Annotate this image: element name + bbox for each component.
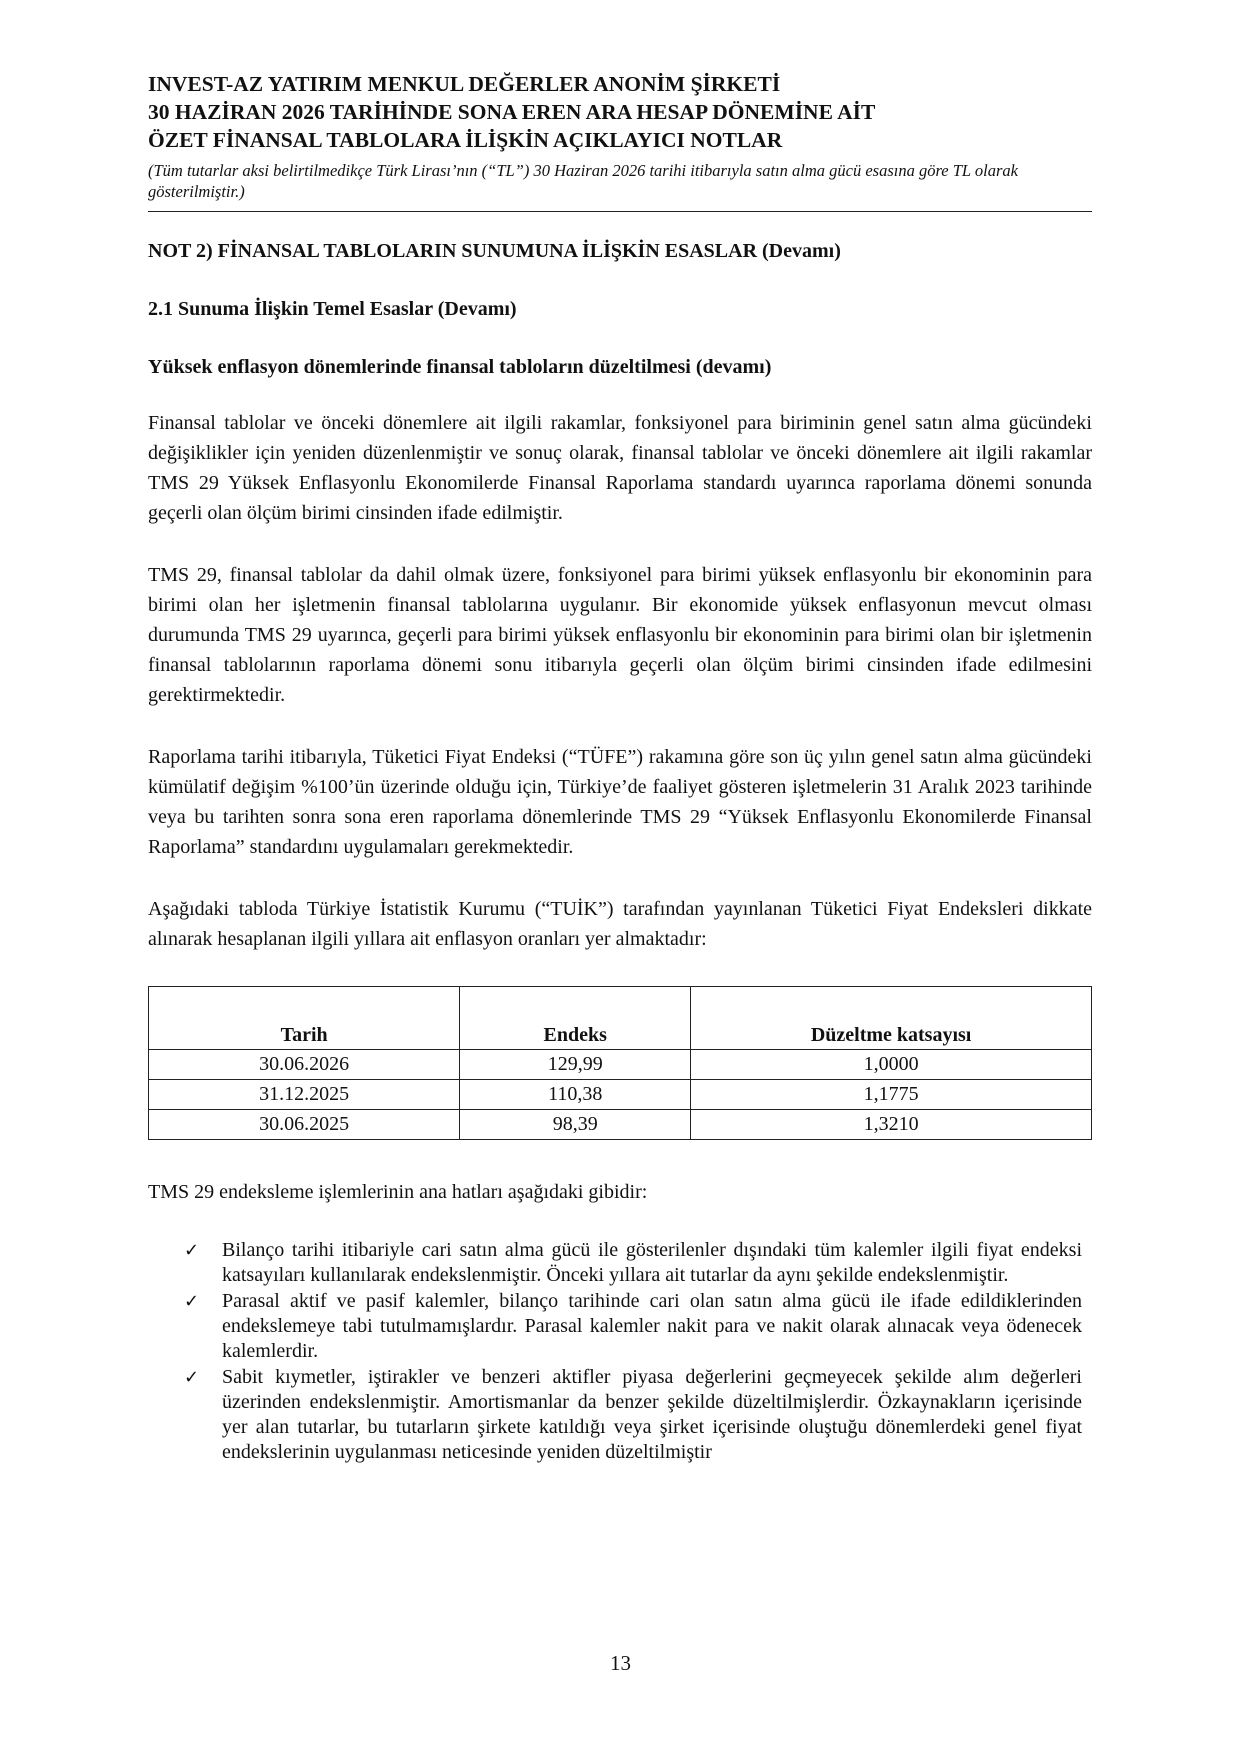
section-title: 2.1 Sunuma İlişkin Temel Esaslar (Devamı) [148, 298, 517, 320]
table-header-row [149, 987, 1092, 1050]
column-header-coefficient: Düzeltme katsayısı [691, 987, 1092, 1050]
cell-date: 30.06.2025 [149, 1110, 460, 1140]
list-item-text: Bilanço tarihi itibariyle cari satın alma gücü ile gösterilenler dışındaki tüm kalemler ilgili fiyat endeksi katsayıları kullanılarak endekslenmiştir. Önceki yıllara ait tutarlar da aynı şekilde endekslenmiştir. [222, 1239, 1082, 1286]
cell-coefficient: 1,1775 [691, 1080, 1092, 1110]
table-row [149, 1110, 1092, 1140]
cell-date: 30.06.2026 [149, 1050, 460, 1080]
company-name: INVEST-AZ YATIRIM MENKUL DEĞERLER ANONİM ŞİRKETİ [148, 72, 781, 96]
table-row [149, 1080, 1092, 1110]
paragraph-reporting-date: Raporlama tarihi itibarıyla, Tüketici Fiyat Endeksi (“TÜFE”) rakamına göre son üç yılın genel satın alma gücündeki kümülatif değişim %100’ün üzerinde olduğu için, Türkiye’de faaliyet gösteren işletmelerin 31 Aralık 2023 tarihinde veya bu tarihten sonra sona eren raporlama dönemlerinde TMS 29 “Yüksek Enflasyonlu Ekonomilerde Finansal Raporlama” standardını uygulamaları gerekmektedir. [148, 746, 1092, 858]
document-title: ÖZET FİNANSAL TABLOLARA İLİŞKİN AÇIKLAYICI NOTLAR [148, 128, 783, 152]
indexation-list [148, 1238, 1092, 1465]
currency-note: (Tüm tutarlar aksi belirtilmedikçe Türk Lirası’nın (“TL”) 30 Haziran 2026 tarihi itibarıyla satın alma gücü esasına göre TL olarak gösterilmiştir.) [148, 161, 1018, 201]
check-icon: ✓ [184, 1240, 200, 1261]
paragraph-table-intro: Aşağıdaki tabloda Türkiye İstatistik Kurumu (“TUİK”) tarafından yayınlanan Tüketici Fiyat Endeksleri dikkate alınarak hesaplanan ilgili yıllara ait enflasyon oranları yer almaktadır: [148, 898, 1092, 950]
inflation-index-table [148, 986, 1092, 1140]
list-intro: TMS 29 endeksleme işlemlerinin ana hatları aşağıdaki gibidir: [148, 1181, 648, 1203]
list-item-text: Sabit kıymetler, iştirakler ve benzeri aktifler piyasa değerlerini geçmeyecek şekilde alım değerleri üzerinden endekslenmiştir. Amortismanlar da benzer şekilde düzeltilmişlerdir. Özkaynakların içerisinde yer alan tutarlar, bu tutarların şirkete katıldığı veya şirket içerisinde oluştuğu dönemlerdeki genel fiyat endekslerinin uygulanması neticesinde yeniden düzeltilmiştir [222, 1366, 1082, 1463]
document-page [148, 70, 1092, 1466]
table-row [149, 1050, 1092, 1080]
cell-date: 31.12.2025 [149, 1080, 460, 1110]
list-item [148, 1289, 1092, 1364]
check-icon: ✓ [184, 1291, 200, 1312]
period-title: 30 HAZİRAN 2026 TARİHİNDE SONA EREN ARA HESAP DÖNEMİNE AİT [148, 100, 876, 124]
cell-coefficient: 1,0000 [691, 1050, 1092, 1080]
list-item [148, 1238, 1092, 1288]
column-header-index: Endeks [460, 987, 691, 1050]
paragraph-restatement: Finansal tablolar ve önceki dönemlere ait ilgili rakamlar, fonksiyonel para biriminin genel satın alma gücündeki değişiklikler için yeniden düzenlenmiştir ve sonuç olarak, finansal tablolar ve önceki dönemlere ait ilgili rakamlar TMS 29 Yüksek Enflasyonlu Ekonomilerde Finansal Raporlama standardı uyarınca raporlama dönemi sonunda geçerli olan ölçüm birimi cinsinden ifade edilmiştir. [148, 412, 1092, 524]
subsection-title: Yüksek enflasyon dönemlerinde finansal tabloların düzeltilmesi (devamı) [148, 356, 772, 378]
list-item-text: Parasal aktif ve pasif kalemler, bilanço tarihinde cari olan satın alma gücü ile ifade edildiklerinden endekslemeye tabi tutulmamışlardır. Parasal kalemler nakit para ve nakit olarak alınacak veya ödenecek kalemlerdir. [222, 1290, 1082, 1362]
cell-index: 129,99 [460, 1050, 691, 1080]
column-header-date: Tarih [149, 987, 460, 1050]
note-title: NOT 2) FİNANSAL TABLOLARIN SUNUMUNA İLİŞKİN ESASLAR (Devamı) [148, 240, 841, 262]
paragraph-tms29-scope: TMS 29, finansal tablolar da dahil olmak üzere, fonksiyonel para birimi yüksek enflasyonlu bir ekonominin para birimi olan her işletmenin finansal tablolarına uygulanır. Bir ekonomide yüksek enflasyonun mevcut olması durumunda TMS 29 uyarınca, geçerli para birimi yüksek enflasyonlu bir ekonominin para birimi olan bir işletmenin finansal tablolarının raporlama dönemi sonu itibarıyla geçerli olan ölçüm birimi cinsinden ifade edilmesini gerektirmektedir. [148, 564, 1092, 706]
check-icon: ✓ [184, 1367, 200, 1388]
cell-index: 98,39 [460, 1110, 691, 1140]
page-number: 13 [610, 1651, 631, 1675]
cell-coefficient: 1,3210 [691, 1110, 1092, 1140]
header-divider [148, 211, 1092, 212]
cell-index: 110,38 [460, 1080, 691, 1110]
list-item [148, 1365, 1092, 1465]
